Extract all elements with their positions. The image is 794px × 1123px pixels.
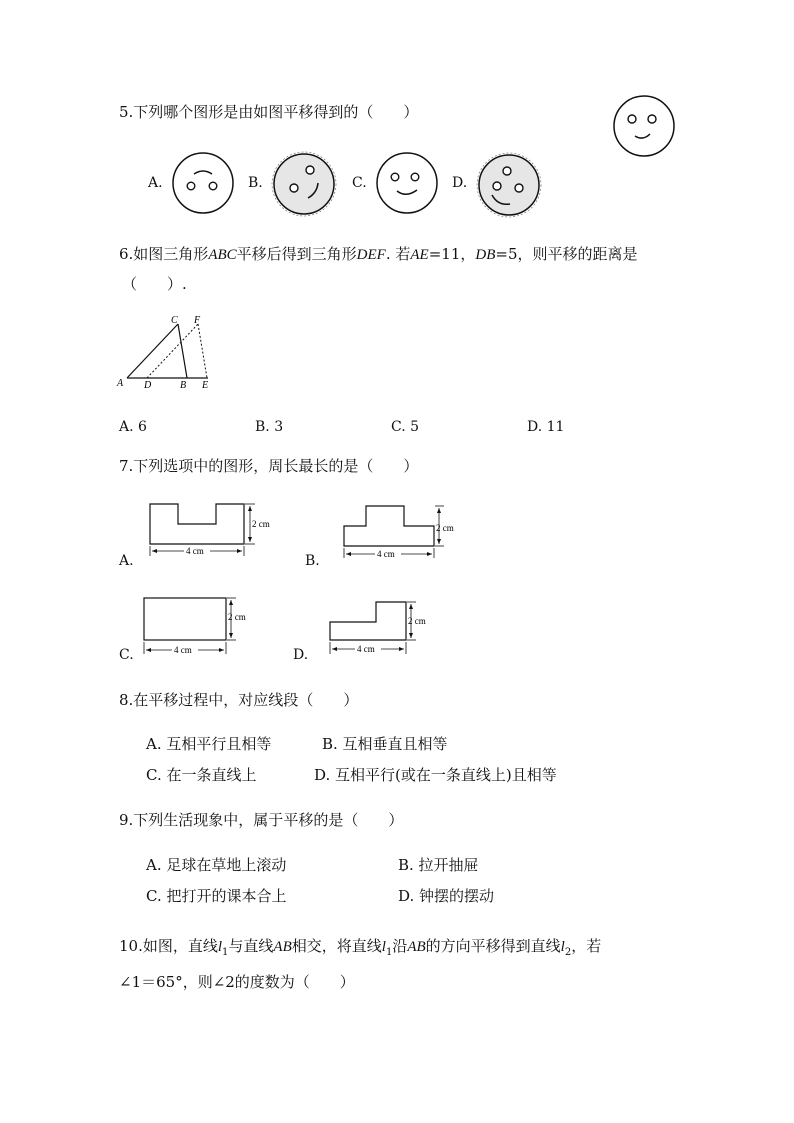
question-9-text: 9.下列生活现象中，属于平移的是（ ） [119,811,404,829]
q9-option-b[interactable]: B. 拉开抽屉 [398,856,479,874]
q6-option-a[interactable]: A. 6 [119,419,147,435]
q8-option-b[interactable]: B. 互相垂直且相等 [322,735,448,753]
question-5-text: 5.下列哪个图形是由如图平移得到的（ ） [119,103,419,121]
q7b-height-label: 2 cm [436,523,454,533]
q6-option-d[interactable]: D. 11 [527,419,565,435]
q5-option-b-label[interactable]: B. [248,175,263,191]
q6-option-b[interactable]: B. 3 [255,419,284,435]
q8-option-a[interactable]: A. 互相平行且相等 [146,735,272,753]
point-c-label: C [171,315,178,326]
q7-option-a-figure[interactable] [140,496,280,566]
q5-option-d-figure[interactable] [474,150,544,220]
question-7-text: 7.下列选项中的图形，周长最长的是（ ） [119,457,419,475]
question-6-text: 6.如图三角形ABC平移后得到三角形DEF. 若AE=11，DB=5，则平移的距离是 [119,245,638,263]
reference-smiley-figure [612,94,676,158]
point-f-label: F [194,315,201,326]
q7d-width-label: 4 cm [357,644,375,654]
question-10-text: 10.如图，直线$l_1$与直线AB相交，将直线$l_1$沿AB的方向平移得到直线$l_2$，若 [119,937,602,958]
point-b-label: B [180,380,187,391]
q7-option-d-label[interactable]: D. [293,647,309,663]
q7-option-c-label[interactable]: C. [119,647,134,663]
q7c-height-label: 2 cm [228,612,246,622]
q5-option-c-label[interactable]: C. [352,175,367,191]
q7-option-d-figure[interactable] [318,596,458,662]
q9-option-c[interactable]: C. 把打开的课本合上 [146,887,287,905]
point-a-label: A [117,378,124,389]
q8-option-c[interactable]: C. 在一条直线上 [146,766,257,784]
q9-option-a[interactable]: A. 足球在草地上滚动 [146,856,287,874]
q7-option-c-figure[interactable] [136,592,276,662]
q9-option-d[interactable]: D. 钟摆的摆动 [398,887,495,905]
q6-option-c[interactable]: C. 5 [391,419,420,435]
q7-option-b-figure[interactable] [332,498,472,568]
q5-option-c-figure[interactable] [374,150,440,216]
q7a-width-label: 4 cm [186,546,204,556]
q7-option-b-label[interactable]: B. [305,553,320,569]
q7b-width-label: 4 cm [377,549,395,559]
q7-option-a-label[interactable]: A. [119,553,134,569]
point-e-label: E [202,380,209,391]
translated-triangles-figure [115,312,225,394]
q8-option-d[interactable]: D. 互相平行(或在一条直线上)且相等 [314,766,557,784]
q5-option-a-figure[interactable] [170,150,236,216]
q5-option-b-figure[interactable] [270,150,338,218]
q7c-width-label: 4 cm [174,645,192,655]
point-d-label: D [144,380,152,391]
question-8-text: 8.在平移过程中，对应线段（ ） [119,691,359,709]
q7a-height-label: 2 cm [252,519,270,529]
q7d-height-label: 2 cm [408,616,426,626]
question-6-line2: （ ）. [122,275,187,293]
q5-option-d-label[interactable]: D. [452,175,468,191]
question-10-line2: ∠1＝65°，则∠2的度数为（ ） [119,973,355,991]
q5-option-a-label[interactable]: A. [148,175,163,191]
